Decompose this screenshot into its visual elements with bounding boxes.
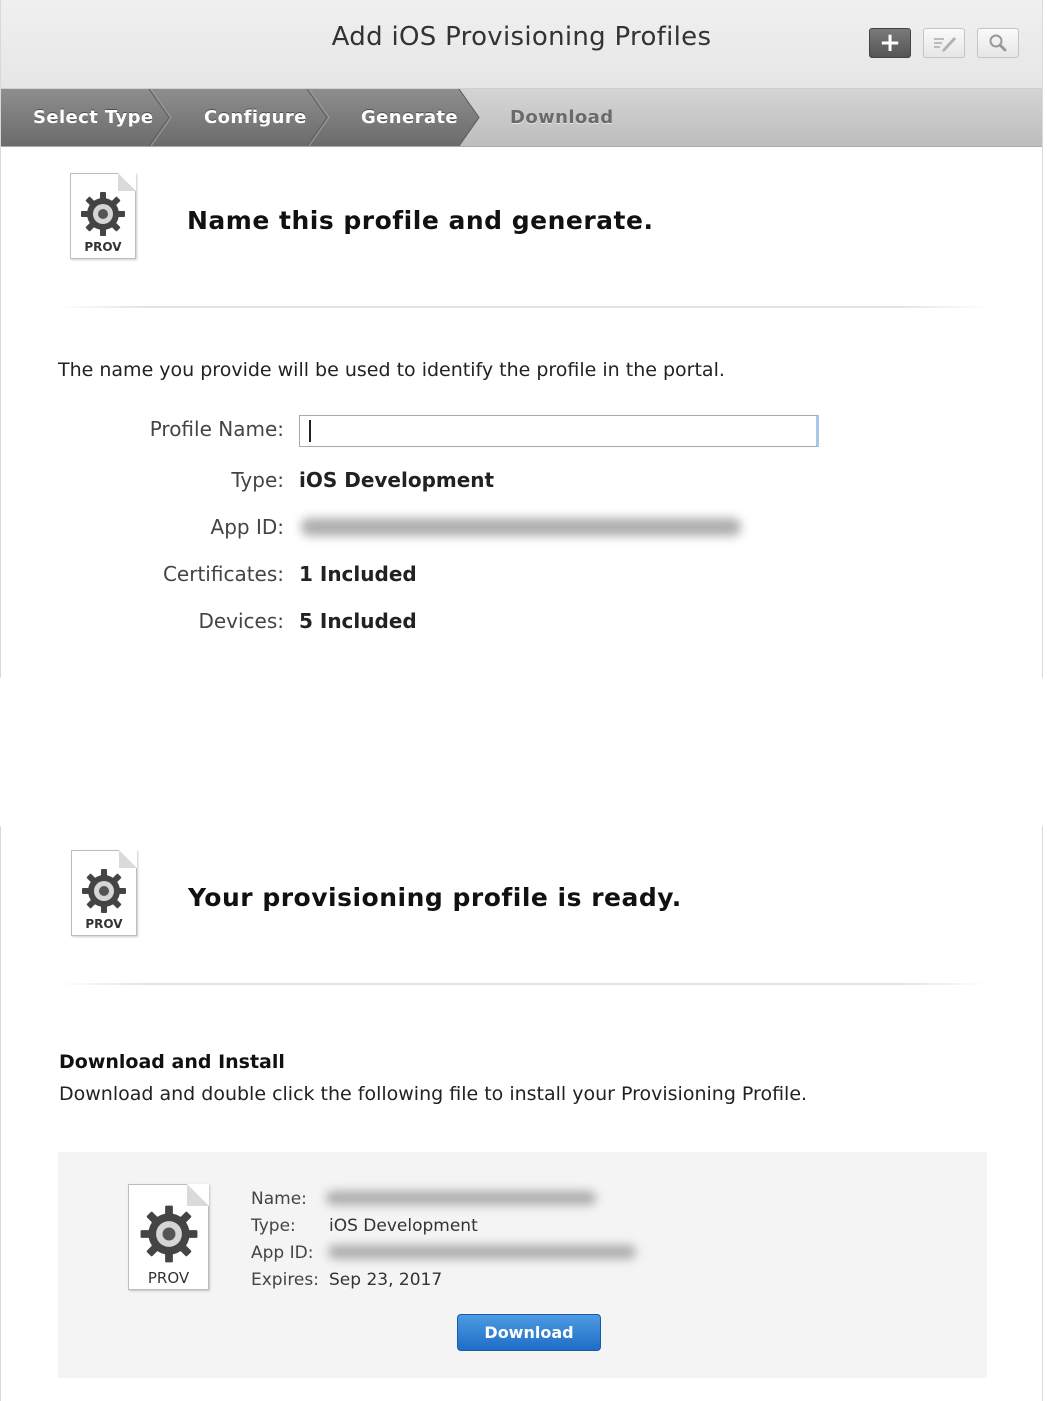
prov-file-icon-large <box>128 1184 209 1290</box>
prov-file-icon <box>71 850 137 936</box>
profile-name-input[interactable] <box>299 415 819 447</box>
generate-headline: Name this profile and generate. <box>187 206 654 235</box>
search-button[interactable] <box>977 28 1019 58</box>
prov-icon-label: PROV <box>147 1269 190 1287</box>
file-type-value: iOS Development <box>329 1216 478 1236</box>
download-button[interactable]: Download <box>457 1314 601 1351</box>
text-caret <box>309 420 311 442</box>
file-type-label: Type: <box>251 1216 296 1236</box>
step-configure[interactable]: Configure <box>204 107 307 128</box>
gear-icon <box>138 1203 200 1265</box>
divider <box>57 306 989 308</box>
generate-description: The name you provide will be used to identify the profile in the portal. <box>58 359 725 381</box>
type-label: Type: <box>231 468 284 492</box>
file-app-id-redacted <box>328 1245 636 1259</box>
edit-button[interactable] <box>923 28 965 58</box>
step-download: Download <box>510 107 614 128</box>
divider <box>57 983 989 985</box>
gear-icon <box>80 867 128 915</box>
gear-icon <box>79 190 127 238</box>
prov-file-icon <box>70 173 136 259</box>
certificates-value: 1 Included <box>299 562 417 586</box>
step-progress-bar <box>1 89 1042 147</box>
ready-headline: Your provisioning profile is ready. <box>188 883 682 912</box>
step-select-type[interactable]: Select Type <box>33 107 154 128</box>
file-expires-value: Sep 23, 2017 <box>329 1270 443 1290</box>
edit-icon <box>931 34 957 52</box>
file-name-label: Name: <box>251 1189 307 1209</box>
file-expires-label: Expires: <box>251 1270 319 1290</box>
file-app-id-label: App ID: <box>251 1243 314 1263</box>
profile-name-label: Profile Name: <box>149 417 284 441</box>
download-install-title: Download and Install <box>59 1051 285 1073</box>
search-icon <box>988 33 1008 53</box>
certificates-label: Certificates: <box>162 562 284 586</box>
app-id-label: App ID: <box>210 515 284 539</box>
devices-value: 5 Included <box>299 609 417 633</box>
header-bar <box>1 0 1042 89</box>
generate-panel <box>0 0 1043 678</box>
step-generate[interactable]: Generate <box>361 107 459 128</box>
add-button[interactable]: + <box>869 28 911 58</box>
prov-icon-label: PROV <box>85 917 123 931</box>
download-install-text: Download and double click the following file to install your Provisioning Profile. <box>59 1083 808 1105</box>
devices-label: Devices: <box>198 609 284 633</box>
file-name-redacted <box>326 1191 596 1205</box>
type-value: iOS Development <box>299 468 495 492</box>
app-id-redacted <box>301 518 741 536</box>
prov-icon-label: PROV <box>84 240 122 254</box>
page-title: Add iOS Provisioning Profiles <box>331 22 712 52</box>
